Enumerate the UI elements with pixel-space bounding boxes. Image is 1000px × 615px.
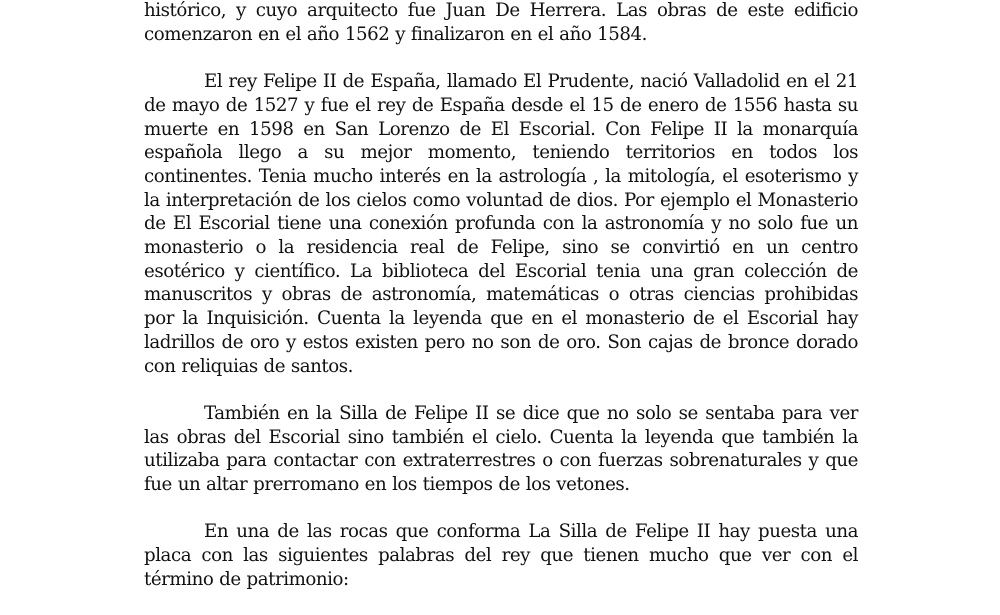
- document-body: [144, 0, 858, 615]
- paragraph-4: En una de las rocas que conforma La Silla de Felipe II hay puesta una placa con las siguientes palabras del rey que tienen mucho que ver con el término de patrimonio:: [144, 521, 858, 590]
- paragraph-1: histórico, y cuyo arquitecto fue Juan De Herrera. Las obras de este edificio comenzaron en el año 1562 y finalizaron en el año 1584.: [144, 0, 858, 45]
- paragraph-2: El rey Felipe II de España, llamado El Prudente, nació Valladolid en el 21 de mayo de 1527 y fue el rey de España desde el 15 de enero de 1556 hasta su muerte en 1598 en San Lorenzo de El Escorial. Con Felipe II la monarquía española llego a su mejor momento, teniendo territorios en todos los continentes. Tenia mucho interés en la astrología , la mitología, el esoterismo y la interpretación de los cielos como voluntad de dios. Por ejemplo el Monasterio de El Escorial tiene una conexión profunda con la astronomía y no solo fue un monasterio o la residencia real de Felipe, sino se convirtió en un centro esotérico y científico. La biblioteca del Escorial tenia una gran colección de manuscritos y obras de astronomía, matemáticas o otras ciencias prohibidas por la Inquisición. Cuenta la leyenda que en el monasterio de el Escorial hay ladrillos de oro y estos existen pero no son de oro. Son cajas de bronce dorado con reliquias de santos.: [144, 71, 858, 377]
- paragraph-3: También en la Silla de Felipe II se dice que no solo se sentaba para ver las obras del Escorial sino también el cielo. Cuenta la leyenda que también la utilizaba para contactar con extraterrestres o con fuerzas sobrenaturales y que fue un altar prerromano en los tiempos de los vetones.: [144, 402, 858, 496]
